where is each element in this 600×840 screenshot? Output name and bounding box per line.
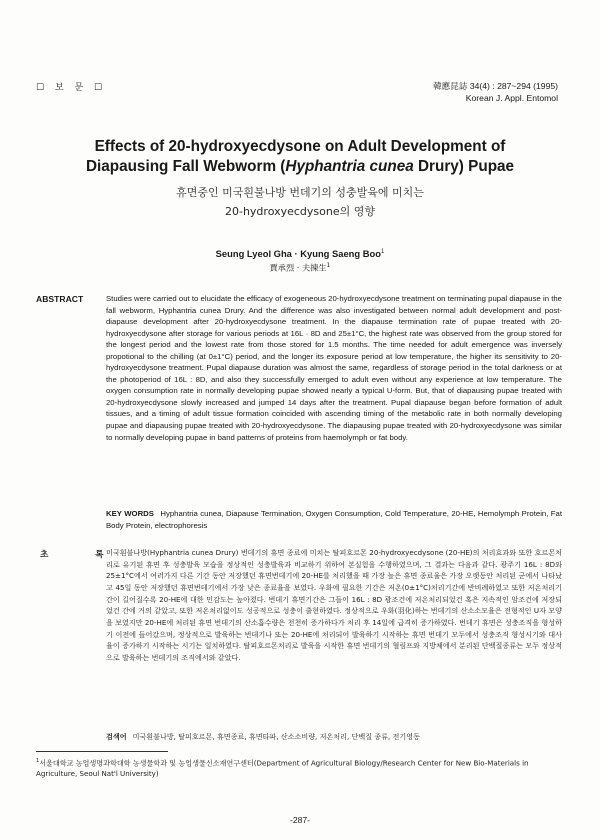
- page-number: -287-: [289, 815, 311, 825]
- paper-title: [40, 137, 560, 177]
- abstract-text: Studies were carried out to elucidate the efficacy of exogeneous 20-hydroxyecdysone treatment on terminating pupal diapause in the fall webworm, Hyphantria cunea Drury. And the difference was also investigated between normal adult development and post-diapause development after 20-hydroxyecdysone treatment. In the diapause termination rate of pupae treated with 20-hydroxyecdysone after storage for various periods at 16L · 8D and 25±1°C, the highest rate was observed from the group stored for the longest period and the lowest rate from those stored for 1.5 months. The time needed for adult emergence was inversely propotional to the chilling (at 0±1°C) period, and the longer its exposure period at low temperature, the higher its sensitivity to 20-hydroxyecdysone treatment. Pupal diapause duration was almost the same, regardless of storage period in the total darkness or at the photoperiod of 16L : 8D, and also they successfully emerged to adult even without any experience at low temperature. The oxygen consumption rate in normally developing pupae showed nearly a typical U-form. But, that of diapausing pupae treated with 20-hydroxyecdysone slowly increased and jumped 14 days after the treatment. Pupal diapause began before formation of adult tissues, and a timing of adult tissue formation coincided with ascending timing of the metabolic rate in both normally developing pupae and diapausing pupae treated with 20-hydroxyecdysone. The diapausing pupae treated with 20-hydroxyecdysone was similar to normally developing pupae in band patterns of proteins from haemolymph or fat body.: [106, 294, 562, 442]
- footnote: [36, 756, 562, 780]
- keywords-text: Hyphantria cunea, Diapause Termination, Oxygen Consumption, Cold Temperature, 20-HE, Hemolymph Protein, Fat Body Protein, electrophoresis: [106, 509, 563, 530]
- title-line2-pre: Diapausing Fall Webworm (: [85, 158, 286, 175]
- author-names-text: Seung Lyeol Gha · Kyung Saeng Boo: [215, 248, 381, 259]
- korean-title-line2: 20-hydroxyecdysone의 영향: [224, 205, 375, 218]
- author-hanja-mark: 1: [326, 262, 331, 269]
- article-type-label: ☐ 보 문 ☐: [36, 83, 107, 93]
- title-line2: [40, 157, 560, 177]
- author-hanja-text: 賈承烈 · 夫揀生: [269, 262, 327, 273]
- journal-citation-line2: Korean J. Appl. Entomol: [465, 93, 558, 103]
- abstract-label: ABSTRACT: [36, 294, 84, 304]
- footnote-divider: [36, 751, 168, 752]
- korean-title-line1: 휴면중인 미국흰불나방 번데기의 성충발육에 미치는: [176, 186, 424, 199]
- author-affiliation-mark: 1: [380, 248, 385, 255]
- korean-abstract-label: 초 록: [40, 550, 126, 560]
- footnote-mark: 1: [36, 758, 40, 764]
- korean-keywords-label: 검색어: [106, 732, 127, 741]
- journal-citation-line1: 韓應昆誌 34(4) : 287~294 (1995): [433, 81, 558, 91]
- title-species: Hyphantria cunea: [285, 158, 414, 175]
- title-line2-post: Drury) Pupae: [413, 158, 515, 175]
- korean-title: [40, 183, 560, 221]
- korean-keywords: [106, 731, 562, 742]
- title-line1: Effects of 20-hydroxyecdysone on Adult Development of: [94, 138, 506, 155]
- journal-citation: [433, 80, 558, 104]
- footnote-text: 서울대학교 농업생명과학대학 농생물학과 및 농업생물신소재연구센터(Department of Agricultural Biology/Research Center for New Bio-Materials in Agriculture, Seoul Nat'l University): [36, 758, 529, 779]
- keywords: [106, 508, 562, 531]
- korean-keywords-text: 미국흰불나방, 탈피호르몬, 휴면종료, 휴면타파, 산소소비량, 저온처리, 단백질 종류, 전기영동: [132, 732, 420, 741]
- korean-abstract-text: 미국흰불나방(Hyphantria cunea Drury) 번데기의 휴면 종료에 미치는 탈피호르몬 20-hydroxyecdysone (20-HE)의 처리효과와 또한 호르몬처리로 유기된 휴면 후 성충발육 모습을 정상적인 성충발육과 비교하기 위하여 본실험을 수행하였으며, 그 결과는 다음과 같다. 광주기 16L : 8D와 25±1°C에서 여러가지 다른 기간 동안 저장했던 휴면번데기에 20-HE를 처리했을 때 가장 높은 휴면 종료율은 가장 오랫동안 처리된 군에서 나타났고 45일 동안 저장했던 휴면번데기에서 가장 낮은 종료율을 보였다. 우화에 필요한 기간은 저온(0±1°C)처리기간에 반비례하였고 또한 저온처리기간이 길어질수록 20-HE에 대한 민감도는 높아졌다. 번데기 휴면기간은 그들이 16L : 8D 광조건에 저온처리되었건 혹은 지속적인 암조건에 저장되었건 간에 거의 같았고, 또한 저온처리없이도 성공적으로 성충이 출현하였다. 정상적으로 우화(羽化)하는 번데기의 산소소모율은 전형적인 U자 모양을 보였지만 20-HE에 처리된 휴면 번데기의 산소흡수량은 천천히 증가하다가 처리 후 14일에 급격히 증가하였다. 번데기 휴면은 성충조직을 형성하기 이전에 들어갔으며, 정상적으로 발육하는 번데기나 또는 20-HE에 처리되어 발육하기 시작하는 휴면 번데기 모두에서 성충조직 형성시기와 대사율이 증가하기 시작하는 시기는 일치하였다. 탈피호르몬처리로 발육을 시작한 휴면 번데기의 혈림프와 지방체에서 분리된 단백질종류는 모두 정상적으로 발육하는 번데기의 조직에서와 같았다.: [106, 548, 562, 662]
- author-names: [40, 248, 560, 259]
- author-names-hanja: [40, 262, 560, 274]
- keywords-label: KEY WORDS: [106, 509, 154, 518]
